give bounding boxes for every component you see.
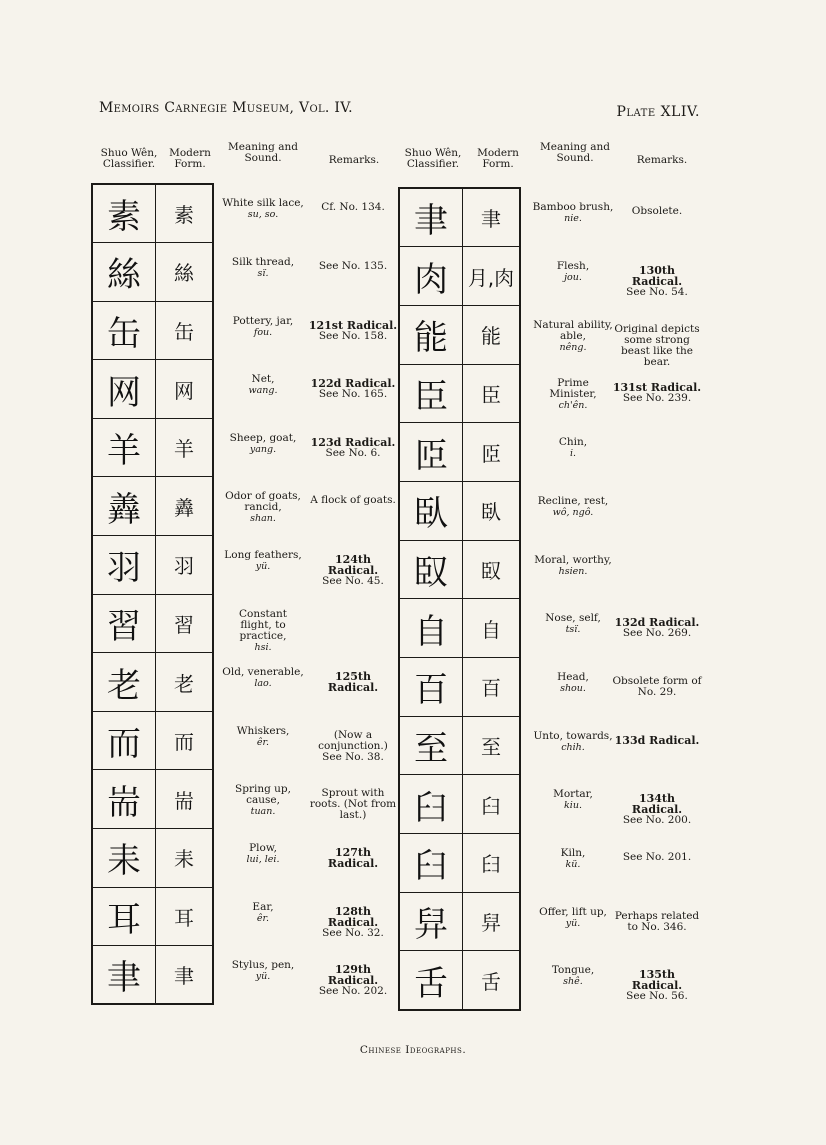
shuo-wen-glyph: 絲 [92, 243, 156, 302]
remark-text: Original depicts some strong beast like the bear. [614, 322, 700, 368]
glyph-row [399, 364, 520, 423]
remark-text: Obsolete. [631, 205, 683, 218]
remark [612, 852, 702, 863]
shuo-wen-glyph: 舁 [399, 892, 463, 951]
sound-text: hsi. [254, 641, 272, 653]
meaning-and-sound [532, 789, 614, 811]
glyph-row [92, 477, 213, 536]
meaning-text: Long feathers, [224, 548, 302, 561]
remark-text: See No. 32. [322, 926, 384, 939]
col-head-modern-left: Modern Form. [169, 147, 211, 170]
glyph-row [399, 481, 520, 540]
shuo-wen-glyph: 聿 [399, 188, 463, 247]
meaning-text: Stylus, pen, [231, 959, 295, 972]
sound-text: ch'ên. [558, 400, 588, 412]
remark-text: See No. 202. [318, 985, 388, 998]
shuo-wen-glyph: 能 [399, 305, 463, 364]
meaning-and-sound [222, 433, 304, 455]
sound-text: hsien. [558, 565, 588, 577]
remark [612, 676, 702, 698]
plate-caption: Chinese Ideographs. [359, 1044, 467, 1056]
glyph-row [399, 951, 520, 1010]
meaning-text: Constant flight, to practice, [239, 607, 287, 642]
meaning-and-sound [222, 902, 304, 924]
glyph-row [399, 540, 520, 599]
meaning-text: Spring up, cause, [235, 783, 291, 807]
remark-text: Sprout with roots. (Not from last.) [309, 787, 397, 822]
meaning-and-sound [532, 731, 614, 753]
remark [612, 735, 702, 746]
modern-form-glyph: 舁 [463, 892, 521, 951]
remark [308, 847, 398, 869]
radical-label: 134th Radical. [631, 792, 683, 817]
remark [308, 964, 398, 997]
shuo-wen-glyph: 至 [399, 716, 463, 775]
meaning-text: Silk thread, [231, 255, 295, 268]
plate-number: Plate XLIV. [616, 104, 700, 120]
sound-text: nêng. [559, 341, 587, 353]
glyph-row [92, 946, 213, 1005]
meaning-and-sound [532, 613, 614, 635]
shuo-wen-glyph: 臤 [399, 540, 463, 599]
meaning-and-sound [222, 198, 304, 220]
meaning-and-sound [532, 848, 614, 870]
meaning-and-sound [532, 320, 614, 353]
glyph-row [92, 418, 213, 477]
glyph-row [399, 423, 520, 482]
shuo-wen-glyph: 耒 [92, 829, 156, 888]
meaning-text: Kiln, [560, 847, 586, 860]
meaning-and-sound [222, 843, 304, 865]
radical-label: 130th Radical. [631, 264, 683, 289]
radical-label: 122d Radical. [310, 377, 396, 391]
radical-label: 121st Radical. [308, 318, 398, 332]
radical-label: 133d Radical. [614, 733, 700, 747]
meaning-and-sound [222, 667, 304, 689]
meaning-text: Plow, [249, 841, 277, 854]
sound-text: yü. [255, 971, 271, 983]
meaning-text: Offer, lift up, [539, 905, 607, 918]
modern-form-glyph: 缶 [156, 301, 214, 360]
meaning-and-sound [222, 960, 304, 982]
remark-text: See No. 56. [626, 990, 688, 1003]
remark [612, 265, 702, 298]
meaning-text: Sheep, goat, [229, 431, 297, 444]
sound-text: kü. [565, 859, 581, 871]
meaning-and-sound [222, 374, 304, 396]
shuo-wen-glyph: 耑 [92, 770, 156, 829]
shuo-wen-glyph: 𦣝 [399, 423, 463, 482]
sound-text: yü. [565, 917, 581, 929]
modern-form-glyph: 自 [463, 599, 521, 658]
sound-text: nie. [564, 213, 582, 225]
left-glyph-table [91, 183, 214, 1005]
sound-text: wô, ngô. [552, 506, 594, 518]
modern-form-glyph: 聿 [156, 946, 214, 1005]
shuo-wen-glyph: 自 [399, 599, 463, 658]
modern-form-glyph: 聿 [463, 188, 521, 247]
meaning-and-sound [532, 555, 614, 577]
radical-label: 128th Radical. [327, 904, 379, 929]
modern-form-glyph: 能 [463, 305, 521, 364]
glyph-row [92, 184, 213, 243]
remark-text: See No. 135. [318, 259, 388, 272]
modern-form-glyph: 耒 [156, 829, 214, 888]
glyph-row [92, 653, 213, 712]
glyph-row [92, 360, 213, 419]
meaning-text: Pottery, jar, [232, 314, 294, 327]
shuo-wen-glyph: 臣 [399, 364, 463, 423]
remark-text: (Now a conjunction.) See No. 38. [318, 728, 388, 763]
col-head-modern-right: Modern Form. [477, 147, 519, 170]
meaning-text: Recline, rest, [537, 494, 609, 507]
sound-text: êr. [256, 912, 270, 924]
glyph-row [399, 599, 520, 658]
modern-form-glyph: 素 [156, 184, 214, 243]
glyph-row [92, 536, 213, 595]
glyph-row [92, 301, 213, 360]
meaning-and-sound [222, 316, 304, 338]
sound-text: wang. [248, 385, 278, 397]
meaning-text: Head, [557, 670, 589, 683]
meaning-and-sound [532, 496, 614, 518]
remark [612, 617, 702, 639]
modern-form-glyph: 絲 [156, 243, 214, 302]
sound-text: kiu. [564, 800, 582, 812]
meaning-and-sound [532, 965, 614, 987]
col-head-remarks-right: Remarks. [636, 154, 688, 166]
shuo-wen-glyph: 肉 [399, 247, 463, 306]
meaning-and-sound [532, 378, 614, 411]
remark [308, 495, 398, 506]
glyph-row [399, 658, 520, 717]
shuo-wen-glyph: 習 [92, 594, 156, 653]
radical-label: 129th Radical. [327, 963, 379, 988]
modern-form-glyph: 臥 [463, 481, 521, 540]
sound-text: sï. [257, 267, 269, 279]
right-glyph-table [398, 187, 521, 1011]
modern-form-glyph: 臼 [463, 775, 521, 834]
radical-label: 135th Radical. [631, 968, 683, 993]
shuo-wen-glyph: 而 [92, 711, 156, 770]
sound-text: êr. [256, 736, 270, 748]
sound-text: lui, lei. [246, 853, 280, 865]
radical-label: 123d Radical. [310, 435, 396, 449]
glyph-row [399, 247, 520, 306]
glyph-row [399, 834, 520, 893]
sound-text: shan. [250, 513, 276, 525]
meaning-text: Nose, self, [545, 612, 601, 625]
modern-form-glyph: 臤 [463, 540, 521, 599]
shuo-wen-glyph: 羴 [92, 477, 156, 536]
sound-text: i. [569, 448, 577, 460]
modern-form-glyph: 舌 [463, 951, 521, 1010]
sound-text: tuan. [250, 806, 276, 818]
modern-form-glyph: 月,肉 [463, 247, 521, 306]
meaning-text: Flesh, [556, 260, 590, 273]
sound-text: shê. [563, 976, 583, 988]
meaning-text: Ear, [252, 900, 274, 913]
meaning-text: Prime Minister, [549, 377, 597, 401]
remark [308, 554, 398, 587]
sound-text: lao. [254, 678, 272, 690]
remark [612, 324, 702, 368]
meaning-and-sound [222, 491, 304, 524]
meaning-and-sound [222, 784, 304, 817]
remark-text: Obsolete form of No. 29. [612, 674, 702, 698]
shuo-wen-glyph: 缶 [92, 301, 156, 360]
meaning-text: Whiskers, [236, 724, 290, 737]
modern-form-glyph: 習 [156, 594, 214, 653]
modern-form-glyph: 羴 [156, 477, 214, 536]
remark [308, 671, 398, 693]
modern-form-glyph: 耳 [156, 887, 214, 946]
remark-text: See No. 54. [626, 286, 688, 299]
remark [612, 382, 702, 404]
remark-text: See No. 201. [622, 851, 692, 864]
remark-text: See No. 6. [325, 446, 381, 459]
glyph-row [399, 716, 520, 775]
remark [308, 202, 398, 213]
radical-label: 132d Radical. [614, 616, 700, 630]
radical-label: 131st Radical. [612, 381, 702, 395]
glyph-row [399, 188, 520, 247]
meaning-text: White silk lace, [222, 197, 304, 210]
meaning-and-sound [222, 726, 304, 748]
meaning-and-sound [532, 202, 614, 224]
remark-text: See No. 200. [622, 814, 692, 827]
remark-text: See No. 165. [318, 388, 388, 401]
modern-form-glyph: 而 [156, 711, 214, 770]
meaning-text: Bamboo brush, [532, 201, 614, 214]
glyph-row [92, 243, 213, 302]
sound-text: chih. [561, 741, 585, 753]
remark [308, 788, 398, 821]
modern-form-glyph: 百 [463, 658, 521, 717]
remark [612, 206, 702, 217]
meaning-and-sound [222, 609, 304, 653]
meaning-and-sound [532, 672, 614, 694]
sound-text: jou. [564, 272, 582, 284]
modern-form-glyph: 𦥑 [463, 834, 521, 893]
shuo-wen-glyph: 网 [92, 360, 156, 419]
modern-form-glyph: 耑 [156, 770, 214, 829]
remark [612, 911, 702, 933]
col-head-meaning-right: Meaning and Sound. [540, 141, 610, 164]
shuo-wen-glyph: 臥 [399, 481, 463, 540]
radical-label: 124th Radical. [327, 552, 379, 577]
meaning-text: Natural ability, able, [533, 318, 613, 342]
shuo-wen-glyph: 臼 [399, 834, 463, 893]
shuo-wen-glyph: 老 [92, 653, 156, 712]
sound-text: yang. [249, 443, 277, 455]
remark-text: See No. 269. [622, 627, 692, 640]
meaning-and-sound [532, 437, 614, 459]
modern-form-glyph: 羽 [156, 536, 214, 595]
shuo-wen-glyph: 羽 [92, 536, 156, 595]
radical-label: 125th Radical. [327, 670, 379, 695]
running-title: Memoirs Carnegie Museum, Vol. IV. [99, 100, 353, 116]
remark [308, 261, 398, 272]
shuo-wen-glyph: 素 [92, 184, 156, 243]
remark-text: See No. 158. [318, 329, 388, 342]
remark [308, 320, 398, 342]
meaning-text: Odor of goats, rancid, [225, 490, 301, 514]
meaning-and-sound [222, 257, 304, 279]
sound-text: tsï. [565, 624, 581, 636]
shuo-wen-glyph: 羊 [92, 418, 156, 477]
remark [612, 969, 702, 1002]
col-head-meaning-left: Meaning and Sound. [228, 141, 298, 164]
shuo-wen-glyph: 聿 [92, 946, 156, 1005]
remark-text: A flock of goats. [310, 494, 396, 507]
meaning-and-sound [532, 261, 614, 283]
radical-label: 127th Radical. [327, 845, 379, 870]
meaning-text: Mortar, [553, 788, 593, 801]
modern-form-glyph: 羊 [156, 418, 214, 477]
modern-form-glyph: 𦣝 [463, 423, 521, 482]
meaning-text: Tongue, [551, 964, 595, 977]
modern-form-glyph: 至 [463, 716, 521, 775]
col-head-remarks-left: Remarks. [328, 154, 380, 166]
meaning-and-sound [222, 550, 304, 572]
meaning-text: Old, venerable, [222, 666, 304, 679]
remark-text: See No. 239. [622, 392, 692, 405]
remark [612, 793, 702, 826]
glyph-row [92, 711, 213, 770]
glyph-row [399, 892, 520, 951]
remark-text: Cf. No. 134. [321, 201, 385, 214]
glyph-row [92, 770, 213, 829]
remark [308, 437, 398, 459]
meaning-text: Unto, towards, [533, 729, 613, 742]
sound-text: yü. [255, 560, 271, 572]
shuo-wen-glyph: 舌 [399, 951, 463, 1010]
remark [308, 906, 398, 939]
meaning-text: Moral, worthy, [534, 553, 612, 566]
meaning-text: Net, [251, 373, 275, 386]
col-head-classifier-left: Shuo Wên, Classifier. [100, 147, 158, 170]
remark [308, 730, 398, 763]
modern-form-glyph: 臣 [463, 364, 521, 423]
glyph-row [92, 829, 213, 888]
modern-form-glyph: 老 [156, 653, 214, 712]
meaning-text: Chin, [558, 436, 588, 449]
shuo-wen-glyph: 耳 [92, 887, 156, 946]
modern-form-glyph: 网 [156, 360, 214, 419]
shuo-wen-glyph: 百 [399, 658, 463, 717]
glyph-row [92, 594, 213, 653]
sound-text: su, so. [247, 209, 279, 221]
remark-text: Perhaps related to No. 346. [614, 909, 700, 933]
shuo-wen-glyph: 臼 [399, 775, 463, 834]
sound-text: fou. [253, 326, 273, 338]
remark [308, 378, 398, 400]
glyph-row [399, 775, 520, 834]
remark-text: See No. 45. [322, 574, 384, 587]
meaning-and-sound [532, 907, 614, 929]
sound-text: shou. [560, 682, 586, 694]
glyph-row [92, 887, 213, 946]
col-head-classifier-right: Shuo Wên, Classifier. [404, 147, 462, 170]
glyph-row [399, 305, 520, 364]
